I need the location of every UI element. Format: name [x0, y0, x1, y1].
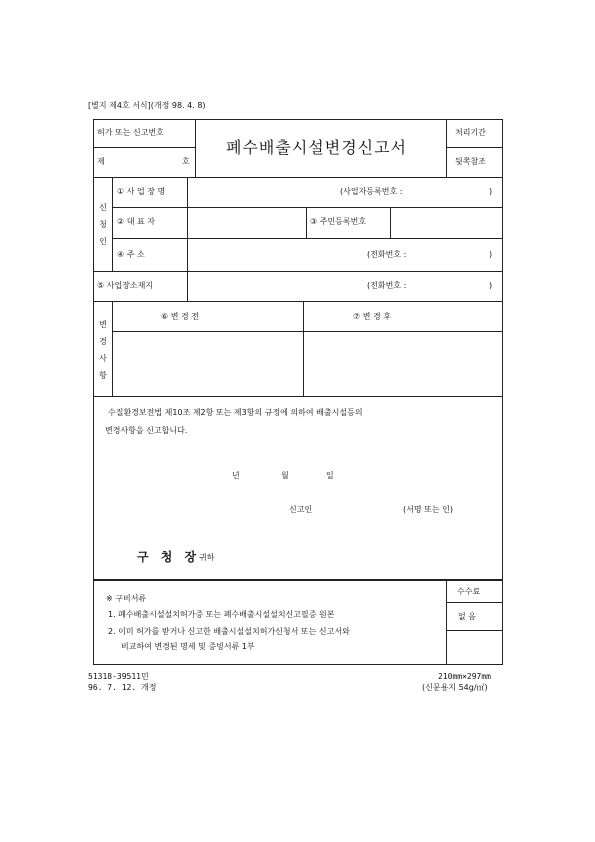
revision-date: 96. 7. 12. 개정 — [88, 683, 157, 692]
declarant-name-field[interactable] — [318, 500, 394, 518]
signature-label: (서명 또는 인) — [403, 505, 453, 514]
representative-label: ② 대 표 자 — [117, 217, 155, 226]
business-name-field[interactable] — [190, 180, 330, 204]
year-label: 년 — [232, 471, 240, 480]
site-phone-field[interactable] — [422, 274, 486, 298]
after-change-label: ⑦ 변 경 후 — [353, 312, 391, 321]
site-phone-close: ) — [489, 281, 493, 290]
site-location-label: ⑤ 사업장소재지 — [97, 281, 154, 290]
before-change-label: ⑥ 변 경 전 — [161, 312, 199, 321]
fee-value: 없 음 — [458, 612, 476, 621]
documents-item-1: 1. 폐수배출시설설치허가증 또는 폐수배출시설설치신고필증 원본 — [108, 610, 335, 619]
business-reg-close: ) — [489, 187, 493, 196]
paper-size: 210mm×297mm — [438, 672, 491, 681]
site-location-field[interactable] — [190, 274, 350, 298]
documents-item-2a: 2. 이미 허가를 받거나 신고한 배출시설설치허가신청서 또는 신고서와 — [108, 627, 350, 636]
month-label: 월 — [281, 471, 289, 480]
business-reg-field[interactable] — [418, 180, 486, 204]
business-name-label: ① 사 업 장 명 — [117, 187, 166, 196]
permit-number-field[interactable] — [115, 152, 185, 170]
recipient-suffix: 귀하 — [199, 553, 215, 562]
je-label: 제 — [97, 157, 105, 166]
recipient-label: 구 청 장 — [137, 550, 201, 564]
address-field[interactable] — [190, 241, 350, 269]
before-change-field[interactable] — [115, 334, 300, 393]
applicant-side-label: 신청인 — [99, 203, 107, 246]
address-label: ④ 주 소 — [117, 250, 145, 259]
fee-label: 수수료 — [457, 587, 481, 596]
resident-number-field[interactable] — [393, 210, 501, 236]
declaration-line-2: 변경사항을 신고합니다. — [105, 426, 188, 435]
day-label: 일 — [326, 471, 334, 480]
documents-frame — [93, 580, 503, 665]
documents-item-2b: 비교하여 변경된 명세 및 증빙서류 1부 — [121, 642, 255, 651]
paper-type: (신문용지 54g/㎡) — [422, 683, 488, 692]
address-phone-close: ) — [489, 250, 493, 259]
processing-period-label: 처리기간 — [455, 128, 486, 137]
documents-heading: ※ 구비서류 — [106, 594, 147, 603]
representative-field[interactable] — [190, 210, 304, 236]
business-reg-label: (사업자등록번호 : — [340, 187, 403, 196]
form-title: 폐수배출시설변경신고서 — [226, 138, 408, 157]
processing-period-value: 뒷쪽참조 — [455, 157, 486, 166]
ho-label: 호 — [182, 157, 190, 166]
declaration-line-1: 수질환경보전법 제10조 제2항 또는 제3항의 규정에 의하여 배출시설등의 — [108, 408, 363, 417]
address-phone-label: (전화번호 : — [367, 250, 407, 259]
resident-number-label: ③ 주민등록번호 — [310, 217, 367, 226]
form-header: [별지 제4호 서식](개정 98. 4. 8) — [88, 101, 206, 110]
changes-side-label: 변경사항 — [99, 320, 107, 380]
site-phone-label: (전화번호 : — [367, 281, 407, 290]
form-code: 51318-39511민 — [88, 672, 149, 681]
address-phone-field[interactable] — [422, 241, 486, 269]
declarant-label: 신고인 — [289, 505, 313, 514]
after-change-field[interactable] — [306, 334, 500, 393]
permit-number-label: 허가 또는 신고번호 — [97, 128, 164, 137]
